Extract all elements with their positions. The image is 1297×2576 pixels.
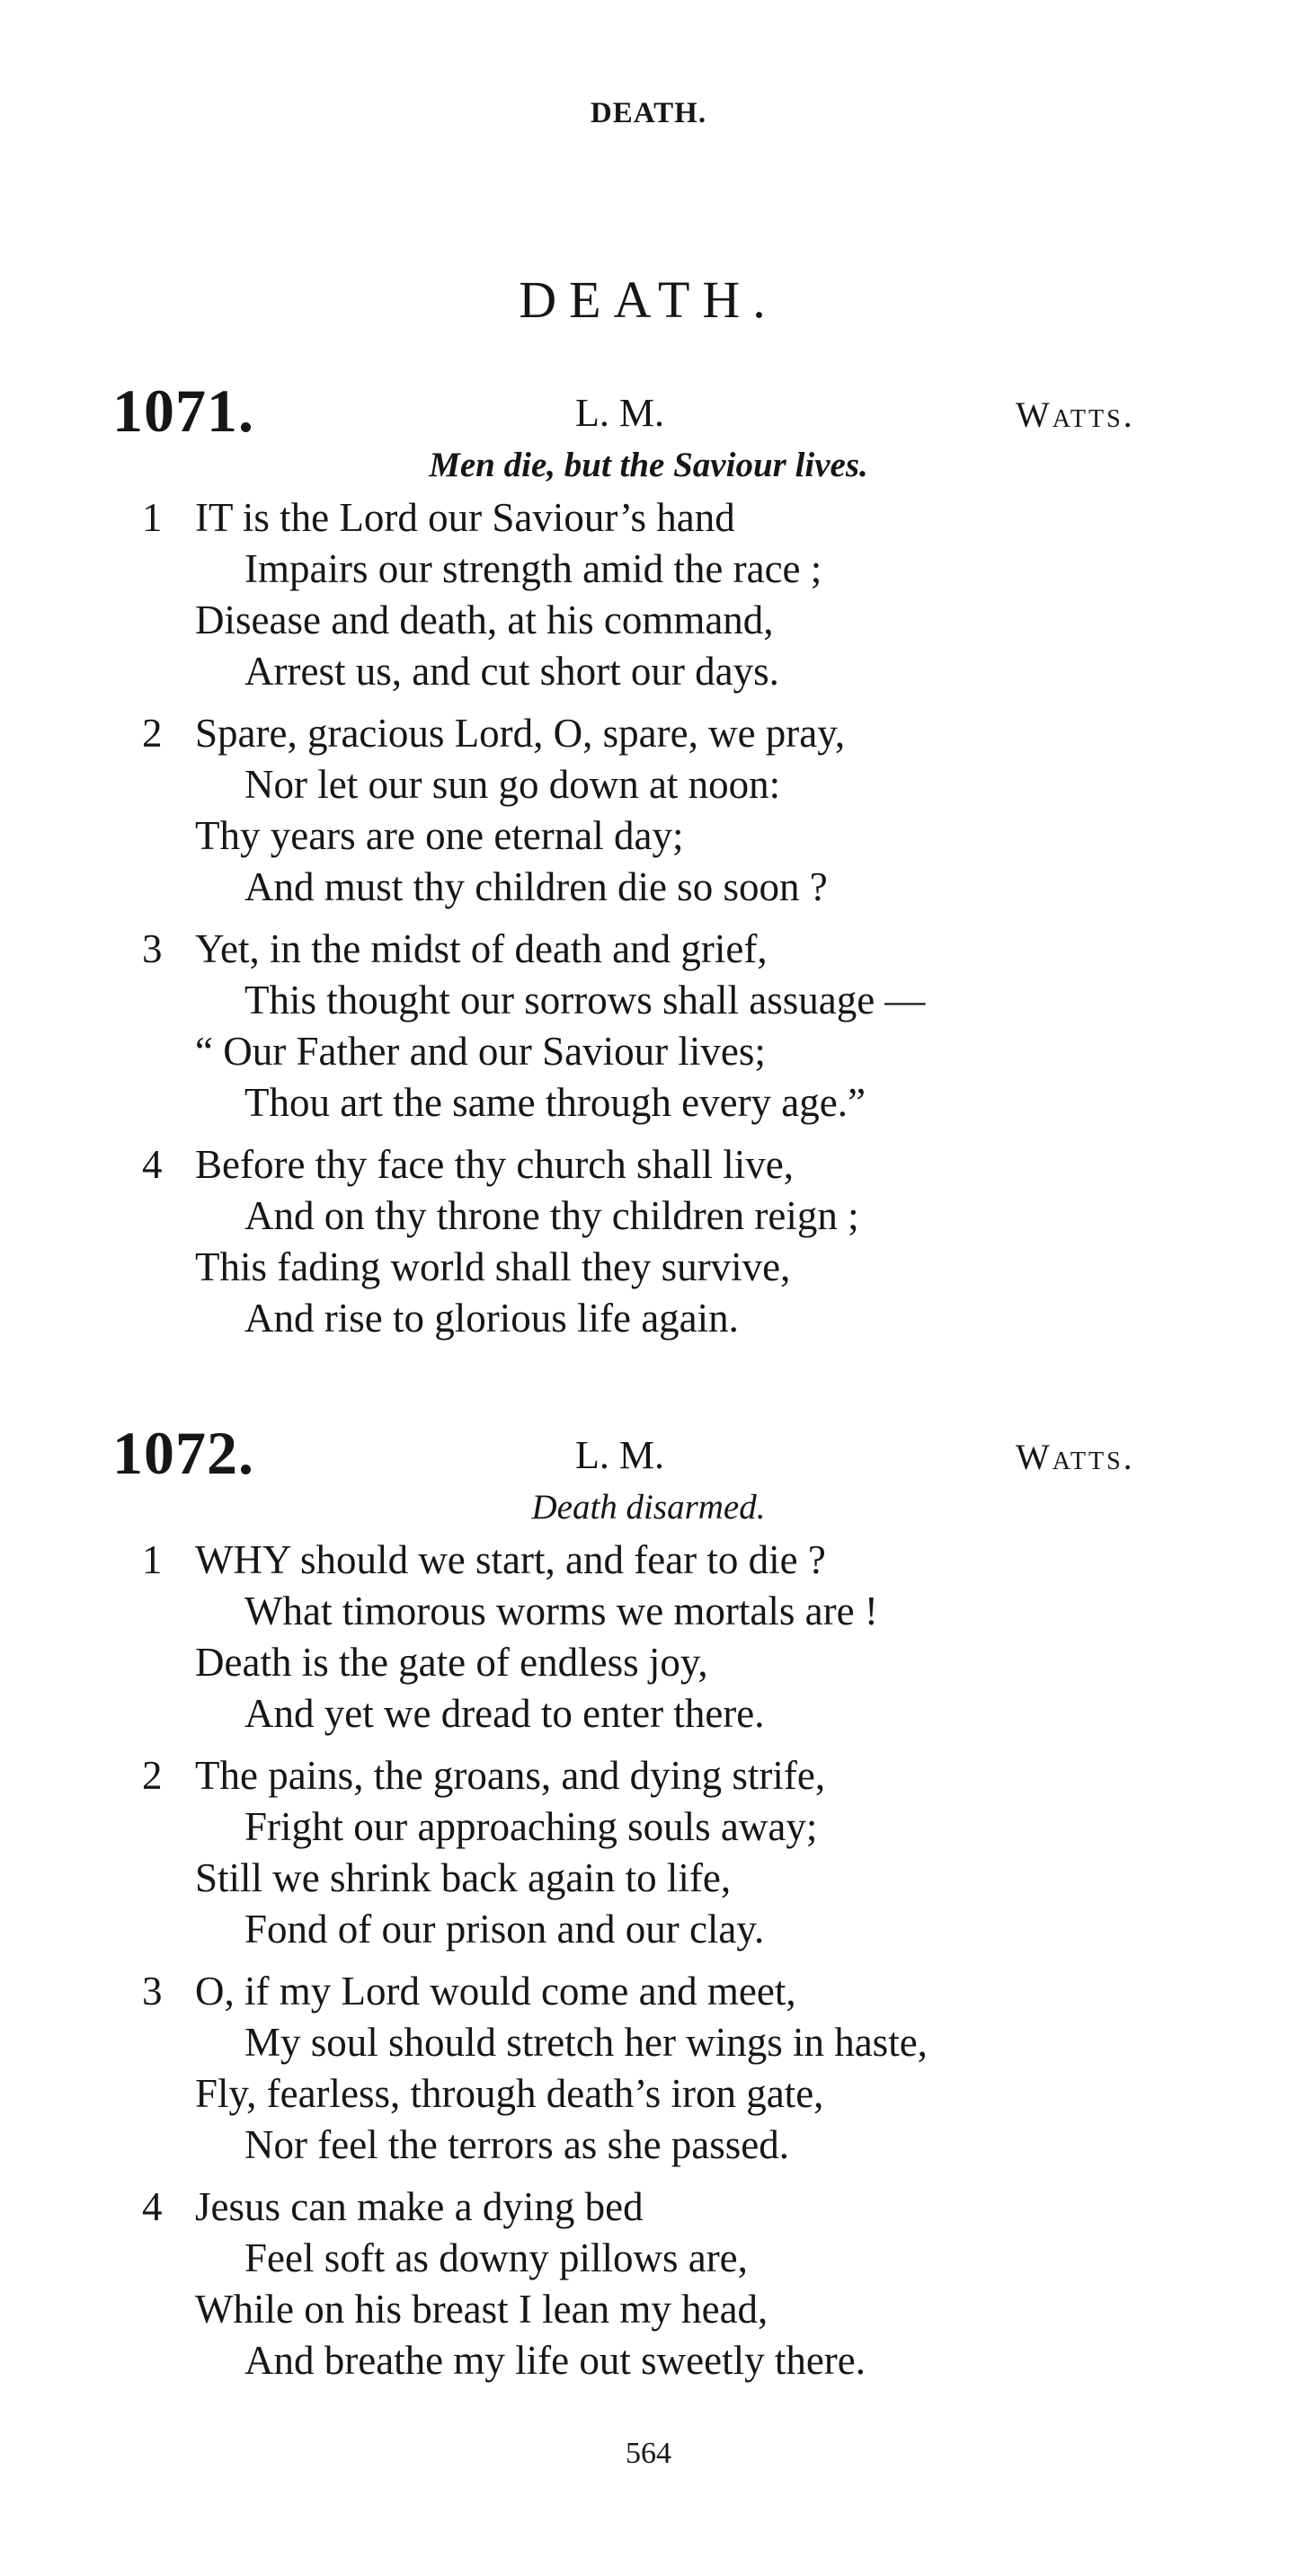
hymn-subtitle: Men die, but the Saviour lives. <box>429 446 868 484</box>
hymn-header <box>0 1418 1297 1490</box>
verse-line: This fading world shall they survive, <box>195 1244 791 1289</box>
stanza-4 <box>0 1139 1297 1344</box>
verse-line: Fly, fearless, through death’s iron gate, <box>195 2071 824 2116</box>
hymn-meter: L. M. <box>575 391 664 435</box>
hymn-1072 <box>0 1418 1297 2386</box>
verse-line: 4 Before thy face thy church shall live, <box>0 1139 1297 1191</box>
verse-line: 1 WHY should we start, and fear to die ? <box>0 1535 1297 1586</box>
verse-line: 3 Yet, in the midst of death and grief, <box>0 924 1297 975</box>
verse-line: Feel soft as downy pillows are, <box>244 2235 748 2280</box>
stanza-number: 1 <box>142 495 163 540</box>
verse-line: What timorous worms we mortals are ! <box>244 1589 878 1633</box>
hymn-author: Watts. <box>1016 394 1135 435</box>
stanza-2 <box>0 708 1297 913</box>
verse-line: 3 O, if my Lord would come and meet, <box>0 1966 1297 2017</box>
verse-line: And must thy children die so soon ? <box>244 864 828 909</box>
stanza-number: 3 <box>142 1969 163 2014</box>
verse-line: Fright our approaching souls away; <box>244 1804 818 1849</box>
hymn-subtitle: Death disarmed. <box>531 1488 766 1527</box>
stanza-3 <box>0 924 1297 1129</box>
verse-line: Disease and death, at his command, <box>195 598 774 642</box>
verse-line: Death is the gate of endless joy, <box>195 1640 708 1685</box>
verse-line: Impairs our strength amid the race ; <box>244 546 822 591</box>
verse-line: Thou art the same through every age.” <box>244 1080 866 1125</box>
stanza-number: 1 <box>142 1537 163 1582</box>
hymn-number: 1072. <box>112 1419 254 1487</box>
verse-line: “ Our Father and our Saviour lives; <box>195 1029 766 1074</box>
stanza-number: 3 <box>142 926 163 971</box>
section-title: DEATH. <box>519 270 778 329</box>
stanza-number: 4 <box>142 1142 163 1187</box>
verse-line: 2 The pains, the groans, and dying strife, <box>0 1750 1297 1801</box>
hymn-number: 1071. <box>112 376 254 445</box>
hymn-author: Watts. <box>1016 1437 1135 1477</box>
stanza-1 <box>0 492 1297 697</box>
verse-line: Still we shrink back again to life, <box>195 1855 732 1900</box>
hymn-header <box>0 376 1297 447</box>
hymn-1071 <box>0 376 1297 1344</box>
verse-line: And yet we dread to enter there. <box>244 1691 765 1736</box>
stanza-3 <box>0 1966 1297 2171</box>
verse-line: And breathe my life out sweetly there. <box>244 2338 866 2383</box>
verse-line: Thy years are one eternal day; <box>195 813 684 858</box>
page-number: 564 <box>626 2437 671 2470</box>
stanza-2 <box>0 1750 1297 1955</box>
stanza-4 <box>0 2182 1297 2386</box>
verse-line: This thought our sorrows shall assuage — <box>244 978 926 1022</box>
verse-line: While on his breast I lean my head, <box>195 2287 768 2332</box>
stanza-number: 2 <box>142 711 163 756</box>
verse-line: 4 Jesus can make a dying bed <box>0 2182 1297 2233</box>
verse-line: My soul should stretch her wings in haste, <box>244 2020 928 2065</box>
verse-line: Fond of our prison and our clay. <box>244 1907 765 1952</box>
stanza-1 <box>0 1535 1297 1739</box>
running-head: DEATH. <box>590 97 707 129</box>
verse-line: And on thy throne thy children reign ; <box>244 1193 859 1238</box>
stanza-number: 2 <box>142 1753 163 1798</box>
verse-line: Nor feel the terrors as she passed. <box>244 2122 790 2167</box>
verse-line: And rise to glorious life again. <box>244 1296 739 1341</box>
hymn-meter: L. M. <box>575 1433 664 1477</box>
stanza-number: 4 <box>142 2184 163 2229</box>
verse-line: 1 IT is the Lord our Saviour’s hand <box>0 492 1297 544</box>
verse-line: Arrest us, and cut short our days. <box>244 649 779 694</box>
verse-line: Nor let our sun go down at noon: <box>244 762 781 807</box>
verse-line: 2 Spare, gracious Lord, O, spare, we pray, <box>0 708 1297 759</box>
